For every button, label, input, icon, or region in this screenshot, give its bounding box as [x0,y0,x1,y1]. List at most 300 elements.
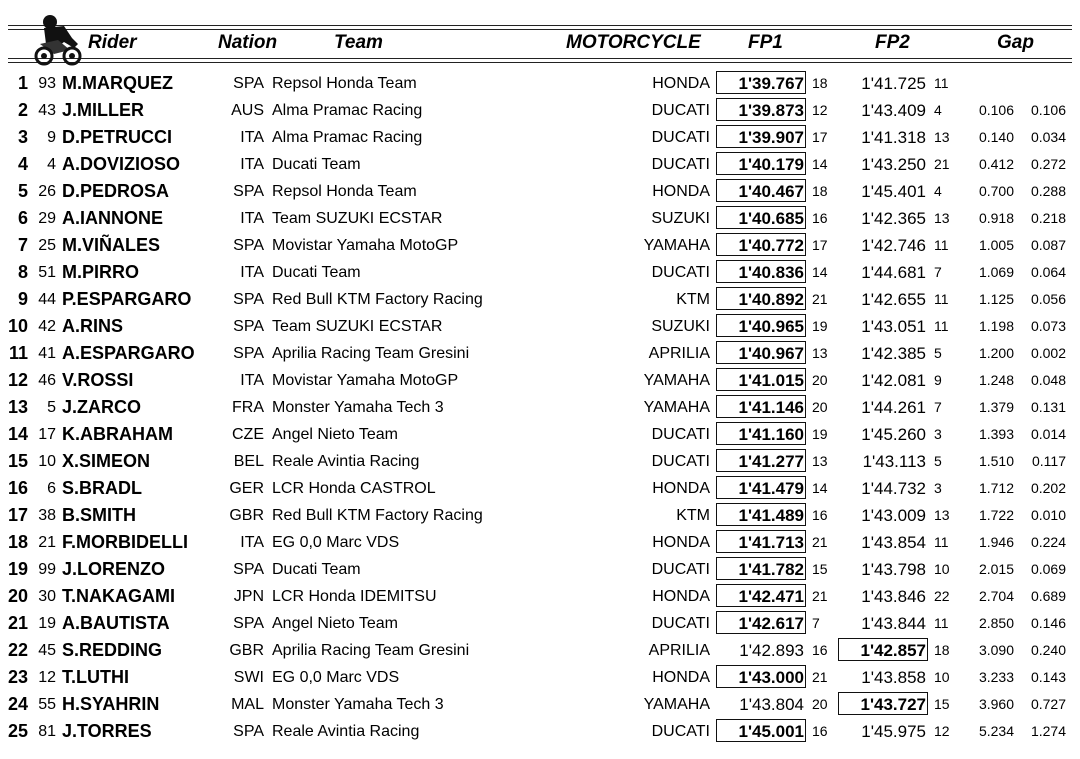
gap-to-first: 1.946 [978,534,1014,550]
rider-number: 9 [47,129,56,146]
gap-to-first: 1.379 [978,399,1014,415]
team-name: Monster Yamaha Tech 3 [272,399,444,416]
rider-name: J.MILLER [62,100,145,120]
motorcycle-make: HONDA [652,669,710,686]
fp1-laps: 17 [812,237,828,253]
fp2-time: 1'42.746 [861,236,926,255]
gap-to-previous: 0.117 [1032,453,1066,469]
fp2-laps: 7 [934,264,942,280]
fp1-laps: 19 [812,318,828,334]
motorcycle-make: DUCATI [651,426,710,443]
fp1-laps: 16 [812,507,828,523]
rider-number: 10 [38,453,56,470]
motorcycle-make: DUCATI [651,102,710,119]
nation-code: FRA [232,399,264,416]
header-rule-bottom-2 [8,62,1072,63]
team-name: Angel Nieto Team [272,426,398,443]
fp1-time: 1'40.836 [738,263,804,282]
rider-number: 81 [38,723,56,740]
fp2-laps: 11 [934,534,949,550]
gap-to-first: 1.712 [978,480,1014,496]
position: 5 [17,181,28,201]
gap-to-previous: 0.218 [1030,210,1066,226]
gap-to-first [960,70,1014,97]
fp2-time: 1'42.365 [861,209,926,228]
gap-to-first: 1.198 [978,318,1014,334]
team-name: Red Bull KTM Factory Racing [272,507,483,524]
fp2-laps: 3 [934,480,942,496]
header-rule-top-2 [8,29,1072,30]
fp1-time: 1'40.179 [738,155,804,174]
fp2-time: 1'44.681 [861,263,926,282]
fp1-laps: 16 [812,642,828,658]
team-name: EG 0,0 Marc VDS [272,669,400,686]
rider-name: B.SMITH [62,505,136,525]
table-row [0,394,1080,421]
gap-to-previous: 0.131 [1030,399,1066,415]
team-name: Movistar Yamaha MotoGP [272,372,459,389]
gap-to-previous: 0.272 [1030,156,1066,172]
team-name: Ducati Team [272,561,361,578]
fp1-laps: 21 [812,291,828,307]
rider-name: V.ROSSI [62,370,134,390]
rider-name: D.PETRUCCI [62,127,173,147]
rider-number: 55 [38,696,56,713]
table-row [0,529,1080,556]
position: 7 [17,235,28,255]
fp1-time: 1'40.892 [738,290,804,309]
team-name: Team SUZUKI ECSTAR [272,318,443,335]
table-row [0,259,1080,286]
nation-code: ITA [240,534,264,551]
header-nation: Nation [218,32,278,53]
nation-code: SPA [233,237,264,254]
fp1-time: 1'39.767 [738,74,804,93]
position: 3 [17,127,28,147]
fp2-time: 1'42.655 [861,290,926,309]
nation-code: MAL [231,696,264,713]
motorcycle-make: DUCATI [651,453,710,470]
fp2-time: 1'41.318 [861,128,926,147]
rider-name: H.SYAHRIN [62,694,160,714]
table-row [0,448,1080,475]
fp2-laps: 4 [934,102,942,118]
nation-code: SPA [233,345,264,362]
position: 13 [7,397,28,417]
team-name: Alma Pramac Racing [272,102,423,119]
fp2-laps: 4 [934,183,942,199]
gap-to-first: 2.704 [978,588,1014,604]
table-row [0,691,1080,718]
fp1-time: 1'41.277 [738,452,804,471]
fp2-laps: 3 [934,426,942,442]
motorcycle-make: DUCATI [651,264,710,281]
rider-name: M.MARQUEZ [62,73,173,93]
fp1-laps: 21 [812,588,828,604]
fp2-laps: 21 [934,156,950,172]
fp1-time: 1'39.907 [738,128,804,147]
fp2-time: 1'41.725 [861,74,926,93]
fp2-time: 1'43.844 [861,614,926,633]
fp2-laps: 13 [934,210,950,226]
position: 9 [17,289,28,309]
fp1-laps: 7 [812,615,820,631]
fp1-time: 1'40.685 [738,209,804,228]
nation-code: ITA [240,264,264,281]
team-name: Movistar Yamaha MotoGP [272,237,459,254]
table-row [0,232,1080,259]
fp1-laps: 18 [812,75,828,91]
nation-code: ITA [240,129,264,146]
fp2-time: 1'43.409 [861,101,926,120]
team-name: Ducati Team [272,264,361,281]
header-gap: Gap [997,32,1034,53]
position: 22 [7,640,28,660]
gap-to-previous: 0.014 [1030,426,1066,442]
position: 6 [17,208,28,228]
table-row [0,610,1080,637]
gap-to-first: 1.248 [978,372,1014,388]
gap-to-previous: 1.274 [1030,723,1066,739]
rider-number: 51 [38,264,56,281]
table-row [0,367,1080,394]
gap-to-previous: 0.087 [1030,237,1066,253]
rider-number: 17 [38,426,56,443]
rider-name: J.LORENZO [62,559,166,579]
fp2-time: 1'43.854 [861,533,926,552]
fp1-time: 1'45.001 [738,722,804,741]
nation-code: ITA [240,210,264,227]
fp1-laps: 16 [812,723,828,739]
fp1-time: 1'41.489 [738,506,804,525]
nation-code: SPA [233,75,264,92]
gap-to-first: 3.090 [978,642,1014,658]
fp1-time: 1'41.015 [738,371,804,390]
fp1-laps: 12 [812,102,828,118]
fp1-time: 1'43.000 [738,668,804,687]
gap-to-first: 1.722 [978,507,1014,523]
motorcycle-make: DUCATI [651,561,710,578]
gap-to-first: 0.106 [978,102,1014,118]
rider-number: 6 [47,480,56,497]
table-row [0,475,1080,502]
gap-to-first: 0.918 [978,210,1014,226]
fp2-time: 1'45.975 [861,722,926,741]
gap-to-first: 2.015 [978,561,1014,577]
position: 23 [7,667,28,687]
team-name: Team SUZUKI ECSTAR [272,210,443,227]
rider-name: A.IANNONE [62,208,164,228]
gap-to-previous: 0.288 [1030,183,1066,199]
fp2-laps: 11 [934,237,949,253]
fp2-laps: 11 [934,75,949,91]
gap-to-previous: 0.106 [1030,102,1066,118]
table-row [0,313,1080,340]
motorcycle-make: SUZUKI [651,318,710,335]
gap-to-previous: 0.727 [1030,696,1066,712]
table-row [0,583,1080,610]
fp2-time: 1'43.250 [861,155,926,174]
fp1-time: 1'43.804 [739,695,804,714]
rider-name: T.LUTHI [62,667,129,687]
gap-to-previous [1018,70,1066,97]
rider-name: X.SIMEON [62,451,151,471]
fp1-laps: 17 [812,129,828,145]
gap-to-previous: 0.048 [1030,372,1066,388]
position: 2 [17,100,28,120]
team-name: Aprilia Racing Team Gresini [272,642,470,659]
nation-code: SPA [233,561,264,578]
team-name: Monster Yamaha Tech 3 [272,696,444,713]
gap-to-previous: 0.064 [1030,264,1066,280]
table-row [0,151,1080,178]
team-name: Ducati Team [272,156,361,173]
nation-code: GBR [229,642,264,659]
fp1-time: 1'39.873 [738,101,804,120]
gap-to-first: 0.412 [978,156,1014,172]
position: 14 [7,424,28,444]
nation-code: AUS [231,102,264,119]
fp2-laps: 13 [934,507,950,523]
rider-number: 21 [38,534,56,551]
rider-number: 43 [38,102,56,119]
team-name: Red Bull KTM Factory Racing [272,291,483,308]
fp2-laps: 7 [934,399,942,415]
gap-to-first: 3.960 [978,696,1014,712]
motorcycle-make: APRILIA [648,642,710,659]
nation-code: ITA [240,372,264,389]
motorcycle-make: APRILIA [648,345,710,362]
rider-name: A.BAUTISTA [62,613,170,633]
rider-name: J.TORRES [62,721,152,741]
motorcycle-make: YAMAHA [643,372,710,389]
team-name: Repsol Honda Team [272,183,417,200]
fp1-laps: 20 [812,696,828,712]
gap-to-previous: 0.146 [1030,615,1066,631]
fp2-time: 1'42.385 [861,344,926,363]
nation-code: JPN [233,588,264,605]
position: 20 [7,586,28,606]
fp2-laps: 13 [934,129,950,145]
fp2-laps: 9 [934,372,942,388]
motorcycle-make: DUCATI [651,723,710,740]
motorcycle-make: YAMAHA [643,696,710,713]
fp2-time: 1'44.261 [861,398,926,417]
table-row [0,421,1080,448]
rider-name: A.RINS [62,316,124,336]
motorcycle-make: HONDA [652,480,710,497]
gap-to-previous: 0.143 [1030,669,1066,685]
rider-number: 93 [38,75,56,92]
gap-to-previous: 0.240 [1030,642,1066,658]
nation-code: SPA [233,291,264,308]
table-row [0,178,1080,205]
nation-code: GER [229,480,264,497]
team-name: Repsol Honda Team [272,75,417,92]
fp2-laps: 11 [934,291,949,307]
position: 8 [17,262,28,282]
fp1-time: 1'41.146 [738,398,804,417]
fp2-laps: 5 [934,345,942,361]
fp1-laps: 16 [812,210,828,226]
rider-number: 12 [38,669,56,686]
nation-code: ITA [240,156,264,173]
gap-to-previous: 0.224 [1030,534,1066,550]
table-row [0,556,1080,583]
motorcycle-make: DUCATI [651,129,710,146]
motorcycle-rider-icon [34,14,82,66]
position: 25 [7,721,28,741]
rider-name: F.MORBIDELLI [62,532,188,552]
fp2-time: 1'43.051 [861,317,926,336]
rider-name: T.NAKAGAMI [62,586,175,606]
fp2-time: 1'44.732 [861,479,926,498]
team-name: EG 0,0 Marc VDS [272,534,400,551]
table-row [0,637,1080,664]
fp2-time: 1'43.846 [861,587,926,606]
motorcycle-make: DUCATI [651,156,710,173]
position: 24 [7,694,28,714]
table-row [0,205,1080,232]
gap-to-first: 3.233 [978,669,1014,685]
rider-number: 30 [38,588,56,605]
team-name: LCR Honda CASTROL [272,480,436,497]
gap-to-first: 1.125 [978,291,1014,307]
fp1-time: 1'41.160 [738,425,804,444]
gap-to-first: 0.140 [978,129,1014,145]
position: 21 [7,613,28,633]
header-fp1: FP1 [748,32,783,53]
fp1-laps: 15 [812,561,828,577]
fp1-time: 1'42.893 [739,641,804,660]
table-row [0,124,1080,151]
fp2-laps: 12 [934,723,950,739]
team-name: Angel Nieto Team [272,615,398,632]
position: 4 [17,154,28,174]
table-row [0,286,1080,313]
fp1-time: 1'41.782 [738,560,804,579]
gap-to-first: 5.234 [978,723,1014,739]
motorcycle-make: HONDA [652,75,710,92]
position: 17 [7,505,28,525]
header-motorcycle: MOTORCYCLE [566,32,701,53]
fp2-time: 1'43.858 [861,668,926,687]
gap-to-previous: 0.069 [1030,561,1066,577]
team-name: Reale Avintia Racing [272,723,420,740]
fp1-time: 1'42.471 [738,587,804,606]
fp1-laps: 20 [812,399,828,415]
motorcycle-make: YAMAHA [643,237,710,254]
motorcycle-make: HONDA [652,534,710,551]
position: 19 [7,559,28,579]
fp2-laps: 11 [934,615,949,631]
table-row [0,502,1080,529]
gap-to-first: 1.510 [978,453,1014,469]
rider-number: 25 [38,237,56,254]
rider-name: S.BRADL [62,478,142,498]
position: 10 [7,316,28,336]
fp1-time: 1'40.772 [738,236,804,255]
rider-name: M.VIÑALES [62,235,161,255]
gap-to-first: 1.005 [978,237,1014,253]
nation-code: GBR [229,507,264,524]
gap-to-previous: 0.056 [1030,291,1066,307]
rider-name: A.DOVIZIOSO [62,154,181,174]
fp1-time: 1'40.965 [738,317,804,336]
rider-number: 45 [38,642,56,659]
rider-number: 5 [47,399,56,416]
rider-name: S.REDDING [62,640,163,660]
fp1-laps: 13 [812,345,828,361]
motorcycle-make: HONDA [652,183,710,200]
position: 16 [7,478,28,498]
gap-to-first: 2.850 [978,615,1014,631]
rider-name: M.PIRRO [62,262,140,282]
table-row [0,664,1080,691]
gap-to-previous: 0.010 [1030,507,1066,523]
nation-code: SPA [233,615,264,632]
fp1-time: 1'42.617 [738,614,804,633]
gap-to-previous: 0.202 [1030,480,1066,496]
position: 1 [17,73,28,93]
gap-to-previous: 0.034 [1030,129,1066,145]
team-name: Reale Avintia Racing [272,453,420,470]
header-rule-bottom [8,58,1072,59]
motorcycle-make: KTM [676,291,710,308]
fp1-laps: 14 [812,480,828,496]
table-row [0,340,1080,367]
table-row [0,97,1080,124]
rider-number: 38 [38,507,56,524]
fp1-time: 1'40.967 [738,344,804,363]
fp1-time: 1'40.467 [738,182,804,201]
fp2-time: 1'45.260 [861,425,926,444]
rider-number: 44 [38,291,56,308]
fp1-time: 1'41.479 [738,479,804,498]
gap-to-previous: 0.002 [1030,345,1066,361]
motorcycle-make: YAMAHA [643,399,710,416]
fp2-laps: 5 [934,453,942,469]
rider-number: 42 [38,318,56,335]
nation-code: SPA [233,183,264,200]
gap-to-first: 1.069 [978,264,1014,280]
team-name: Alma Pramac Racing [272,129,423,146]
rider-name: K.ABRAHAM [62,424,173,444]
fp1-time: 1'41.713 [738,533,804,552]
motorcycle-make: HONDA [652,588,710,605]
nation-code: SPA [233,723,264,740]
nation-code: SPA [233,318,264,335]
position: 18 [7,532,28,552]
motorcycle-make: KTM [676,507,710,524]
position: 15 [7,451,28,471]
fp1-laps: 13 [812,453,828,469]
rider-name: P.ESPARGARO [62,289,192,309]
rider-number: 26 [38,183,56,200]
motorcycle-make: SUZUKI [651,210,710,227]
team-name: Aprilia Racing Team Gresini [272,345,470,362]
table-row [0,718,1080,745]
fp2-time: 1'43.798 [861,560,926,579]
rider-number: 41 [38,345,56,362]
header-team: Team [334,32,383,53]
fp1-laps: 14 [812,156,828,172]
fp1-laps: 14 [812,264,828,280]
fp2-laps: 10 [934,561,950,577]
fp2-laps: 18 [934,642,950,658]
gap-to-previous: 0.689 [1030,588,1066,604]
gap-to-first: 0.700 [978,183,1014,199]
